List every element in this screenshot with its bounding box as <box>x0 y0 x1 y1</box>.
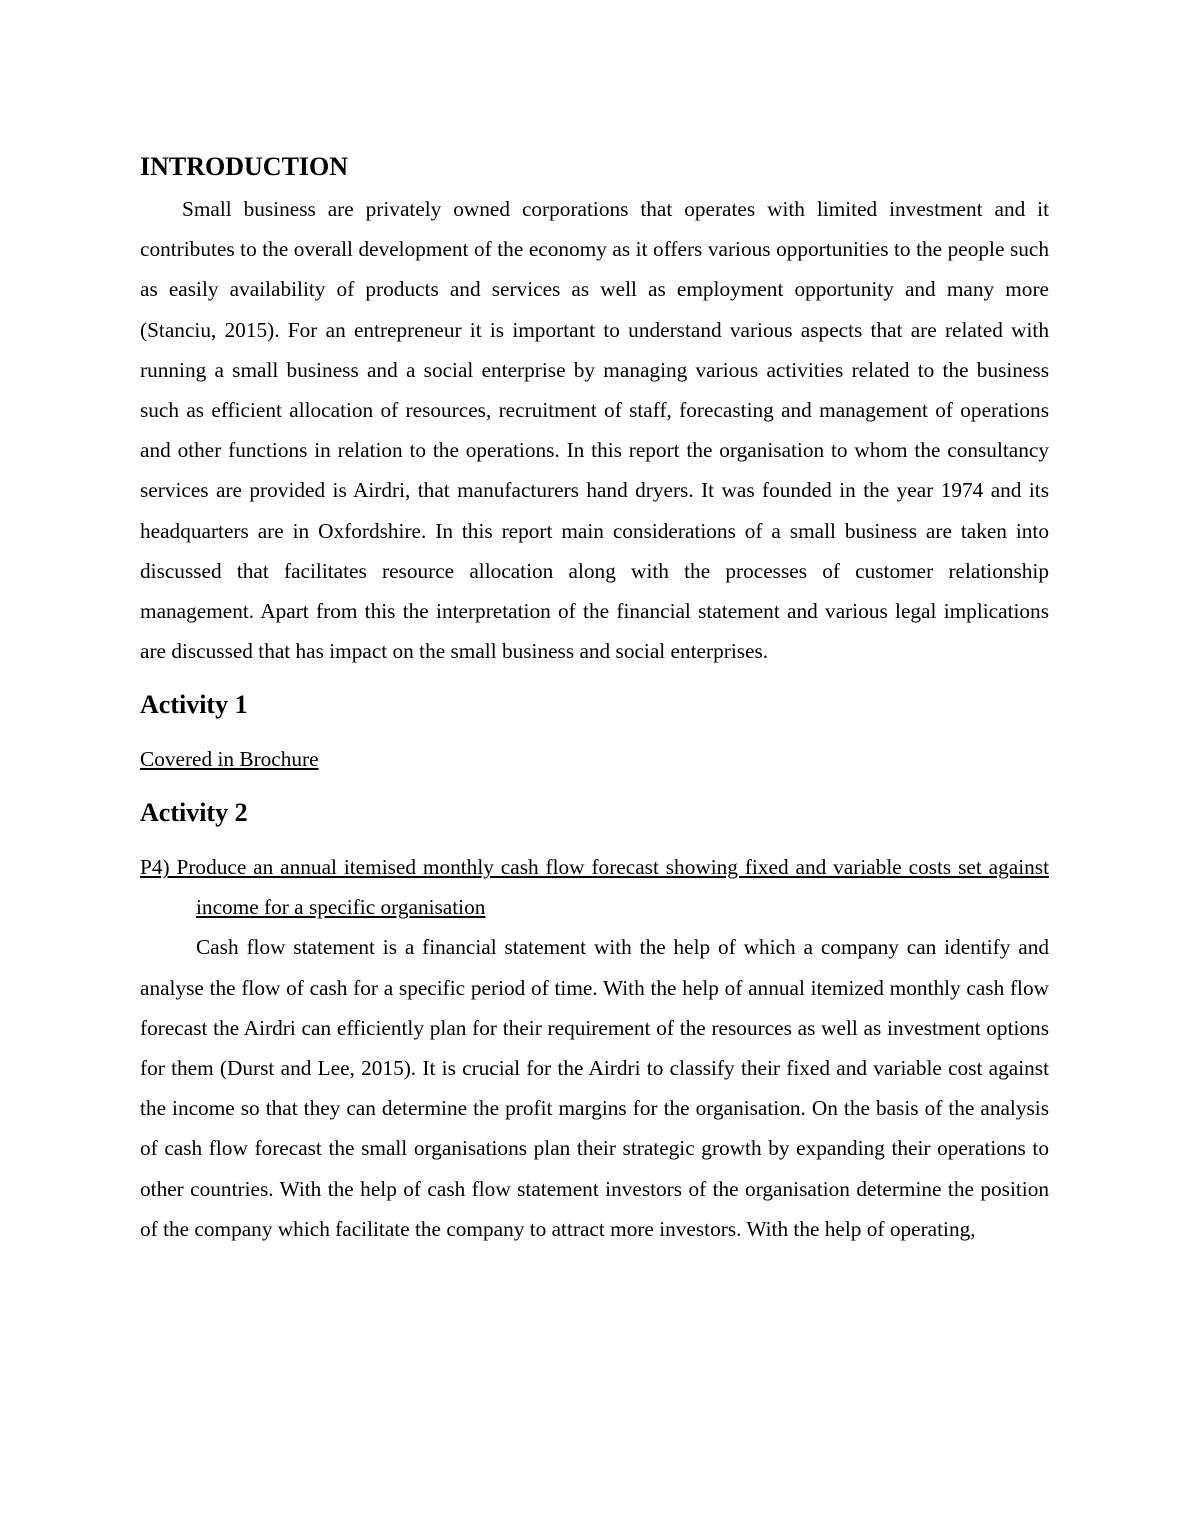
activity-1-note: Covered in Brochure <box>140 747 319 772</box>
activity-1-heading: Activity 1 <box>140 690 248 720</box>
introduction-paragraph: Small business are privately owned corporations that operates with limited investment and it contributes to the overall development of the economy as it offers various opportunities to the people such as easily availability of products and services as well as employment opportunity and many more (Stanciu, 2015). For an entrepreneur it is important to understand various aspects that are related with running a small business and a social enterprise by managing various activities related to the business such as efficient allocation of resources, recruitment of staff, forecasting and management of operations and other functions in relation to the operations. In this report the organisation to whom the consultancy services are provided is Airdri, that manufacturers hand dryers. It was founded in the year 1974 and its headquarters are in Oxfordshire. In this report main considerations of a small business are taken into discussed that facilitates resource allocation along with the processes of customer relationship management. Apart from this the interpretation of the financial statement and various legal implications are discussed that has impact on the small business and social enterprises. <box>140 197 1049 664</box>
page-content <box>140 148 1049 1249</box>
task-p4-heading: P4) Produce an annual itemised monthly cash flow forecast showing fixed and variable costs set against income for a specific organisation <box>140 855 1049 920</box>
introduction-heading: INTRODUCTION <box>140 152 349 181</box>
activity-2-paragraph: Cash flow statement is a financial statement with the help of which a company can identify and analyse the flow of cash for a specific period of time. With the help of annual itemized monthly cash flow forecast the Airdri can efficiently plan for their requirement of the resources as well as investment options for them (Durst and Lee, 2015). It is crucial for the Airdri to classify their fixed and variable cost against the income so that they can determine the profit margins for the organisation. On the basis of the analysis of cash flow forecast the small organisations plan their strategic growth by expanding their operations to other countries. With the help of cash flow statement investors of the organisation determine the position of the company which facilitate the company to attract more investors. With the help of operating, <box>140 935 1049 1241</box>
activity-2-heading: Activity 2 <box>140 798 248 828</box>
